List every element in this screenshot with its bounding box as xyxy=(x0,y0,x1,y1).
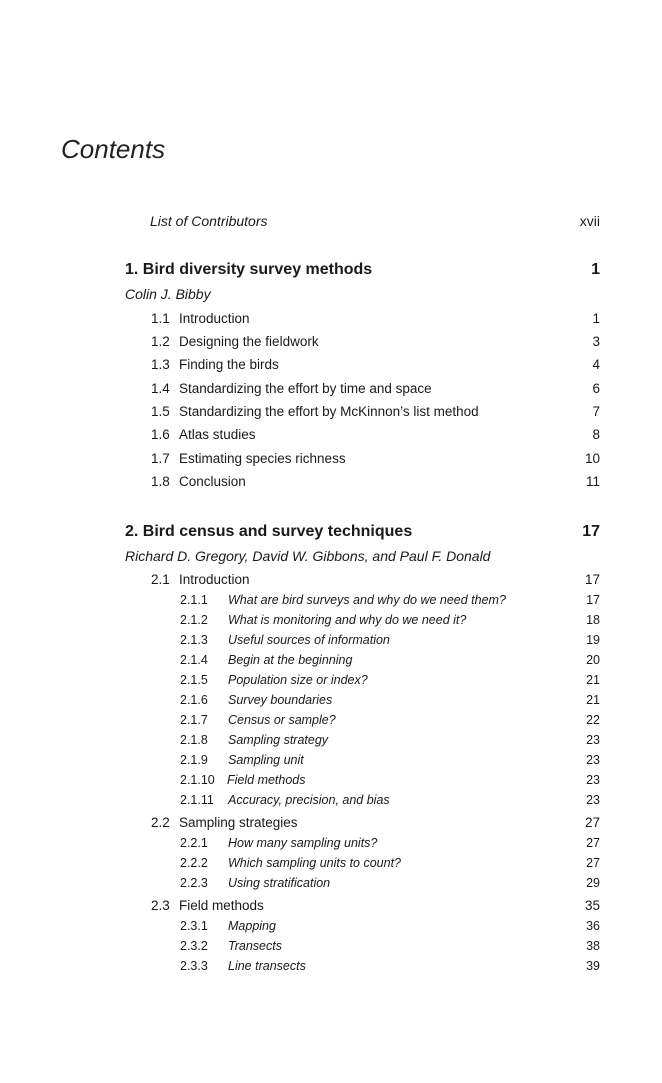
subsection-title: Which sampling units to count? xyxy=(228,856,402,870)
section-page: 27 xyxy=(584,815,600,830)
subsection-page: 21 xyxy=(586,673,600,687)
toc-subrow[interactable] xyxy=(0,673,662,693)
toc-row[interactable] xyxy=(0,334,662,354)
toc-subrow[interactable] xyxy=(0,693,662,713)
contributors-page: xvii xyxy=(579,213,600,229)
page-title: Contents xyxy=(61,134,166,164)
subsection-title: Transects xyxy=(228,939,282,953)
subsection-number: 2.1.2 xyxy=(180,613,208,627)
subsection-title: How many sampling units? xyxy=(228,836,378,850)
section-title: Field methods xyxy=(179,898,264,913)
section-number: 1.5 xyxy=(151,404,170,419)
section-page: 35 xyxy=(584,898,600,913)
subsection-page: 27 xyxy=(586,856,600,870)
subsection-number: 2.3.1 xyxy=(180,919,208,933)
subsection-number: 2.1.3 xyxy=(180,633,208,647)
section-title: Standardizing the effort by McKinnon’s list method xyxy=(179,404,479,419)
subsection-page: 20 xyxy=(586,653,600,667)
toc-subrow[interactable] xyxy=(0,939,662,959)
subsection-page: 17 xyxy=(586,593,600,607)
toc-subrow[interactable] xyxy=(0,753,662,773)
section-page: 3 xyxy=(592,334,600,349)
subsection-title: What is monitoring and why do we need it? xyxy=(228,613,467,627)
section-page: 6 xyxy=(592,381,600,396)
contributors-link[interactable]: List of Contributors xyxy=(150,213,268,229)
chapter-1-page: 1 xyxy=(591,261,600,278)
section-title: Conclusion xyxy=(179,474,246,489)
subsection-page: 29 xyxy=(586,876,600,890)
subsection-number: 2.2.3 xyxy=(180,876,208,890)
toc-row[interactable] xyxy=(0,572,662,592)
section-number: 2.2 xyxy=(151,815,170,830)
section-title: Finding the birds xyxy=(179,357,279,372)
toc-subrow[interactable] xyxy=(0,856,662,876)
subsection-page: 21 xyxy=(586,693,600,707)
subsection-number: 2.1.10 xyxy=(180,773,215,787)
section-page: 4 xyxy=(592,357,600,372)
subsection-title: Sampling strategy xyxy=(228,733,329,747)
toc-subrow[interactable] xyxy=(0,653,662,673)
section-title: Designing the fieldwork xyxy=(179,334,319,349)
toc-row[interactable] xyxy=(0,381,662,401)
subsection-number: 2.2.2 xyxy=(180,856,208,870)
subsection-page: 39 xyxy=(586,959,600,973)
subsection-title: What are bird surveys and why do we need them? xyxy=(228,593,506,607)
toc-subrow[interactable] xyxy=(0,733,662,753)
section-page: 10 xyxy=(584,451,600,466)
subsection-page: 27 xyxy=(586,836,600,850)
subsection-number: 2.1.11 xyxy=(180,793,214,807)
subsection-number: 2.1.7 xyxy=(180,713,208,727)
toc-row[interactable] xyxy=(0,451,662,471)
section-title: Standardizing the effort by time and space xyxy=(179,381,432,396)
section-number: 1.4 xyxy=(151,381,170,396)
toc-subrow[interactable] xyxy=(0,713,662,733)
subsection-title: Sampling unit xyxy=(228,753,304,767)
toc-row[interactable] xyxy=(0,474,662,494)
section-number: 1.6 xyxy=(151,427,170,442)
toc-row[interactable] xyxy=(0,815,662,835)
subsection-title: Census or sample? xyxy=(228,713,336,727)
subsection-number: 2.1.9 xyxy=(180,753,208,767)
subsection-page: 23 xyxy=(586,753,600,767)
section-title: Introduction xyxy=(179,311,250,326)
subsection-page: 38 xyxy=(586,939,600,953)
subsection-page: 23 xyxy=(586,773,600,787)
section-number: 1.7 xyxy=(151,451,170,466)
toc-subrow[interactable] xyxy=(0,793,662,813)
subsection-title: Begin at the beginning xyxy=(228,653,353,667)
section-title: Estimating species richness xyxy=(179,451,346,466)
toc-row[interactable] xyxy=(0,311,662,331)
chapter-2-title[interactable]: 2. Bird census and survey techniques xyxy=(125,523,413,540)
section-number: 2.1 xyxy=(151,572,170,587)
toc-subrow[interactable] xyxy=(0,593,662,613)
subsection-title: Using stratification xyxy=(228,876,331,890)
subsection-page: 18 xyxy=(586,613,600,627)
chapter-1-author: Colin J. Bibby xyxy=(125,286,211,302)
section-number: 2.3 xyxy=(151,898,170,913)
chapter-2-author: Richard D. Gregory, David W. Gibbons, and Paul F. Donald xyxy=(125,548,491,564)
subsection-number: 2.1.1 xyxy=(180,593,208,607)
toc-row[interactable] xyxy=(0,357,662,377)
toc-subrow[interactable] xyxy=(0,876,662,896)
toc-row[interactable] xyxy=(0,898,662,918)
subsection-title: Survey boundaries xyxy=(228,693,333,707)
toc-subrow[interactable] xyxy=(0,633,662,653)
section-number: 1.3 xyxy=(151,357,170,372)
toc-row[interactable] xyxy=(0,427,662,447)
toc-subrow[interactable] xyxy=(0,919,662,939)
toc-subrow[interactable] xyxy=(0,613,662,633)
subsection-number: 2.3.2 xyxy=(180,939,208,953)
toc-subrow[interactable] xyxy=(0,773,662,793)
toc-subrow[interactable] xyxy=(0,836,662,856)
section-page: 11 xyxy=(585,474,600,489)
subsection-title: Accuracy, precision, and bias xyxy=(228,793,390,807)
section-number: 1.1 xyxy=(151,311,170,326)
chapter-2-page: 17 xyxy=(582,523,600,540)
subsection-title: Field methods xyxy=(227,773,306,787)
subsection-page: 22 xyxy=(586,713,600,727)
section-page: 8 xyxy=(592,427,600,442)
section-page: 17 xyxy=(584,572,600,587)
toc-row[interactable] xyxy=(0,404,662,424)
subsection-number: 2.1.5 xyxy=(180,673,208,687)
subsection-title: Population size or index? xyxy=(228,673,368,687)
section-number: 1.2 xyxy=(151,334,170,349)
subsection-page: 36 xyxy=(586,919,600,933)
section-number: 1.8 xyxy=(151,474,170,489)
subsection-title: Line transects xyxy=(228,959,306,973)
subsection-number: 2.1.8 xyxy=(180,733,208,747)
subsection-title: Useful sources of information xyxy=(228,633,390,647)
toc-subrow[interactable] xyxy=(0,959,662,979)
subsection-page: 23 xyxy=(586,733,600,747)
subsection-number: 2.2.1 xyxy=(180,836,208,850)
section-page: 1 xyxy=(592,311,600,326)
section-title: Introduction xyxy=(179,572,250,587)
section-title: Atlas studies xyxy=(179,427,256,442)
subsection-number: 2.1.6 xyxy=(180,693,208,707)
subsection-page: 19 xyxy=(586,633,600,647)
subsection-title: Mapping xyxy=(228,919,276,933)
subsection-number: 2.3.3 xyxy=(180,959,208,973)
section-page: 7 xyxy=(592,404,600,419)
subsection-number: 2.1.4 xyxy=(180,653,208,667)
subsection-page: 23 xyxy=(586,793,600,807)
section-title: Sampling strategies xyxy=(179,815,298,830)
chapter-1-title[interactable]: 1. Bird diversity survey methods xyxy=(125,261,373,278)
